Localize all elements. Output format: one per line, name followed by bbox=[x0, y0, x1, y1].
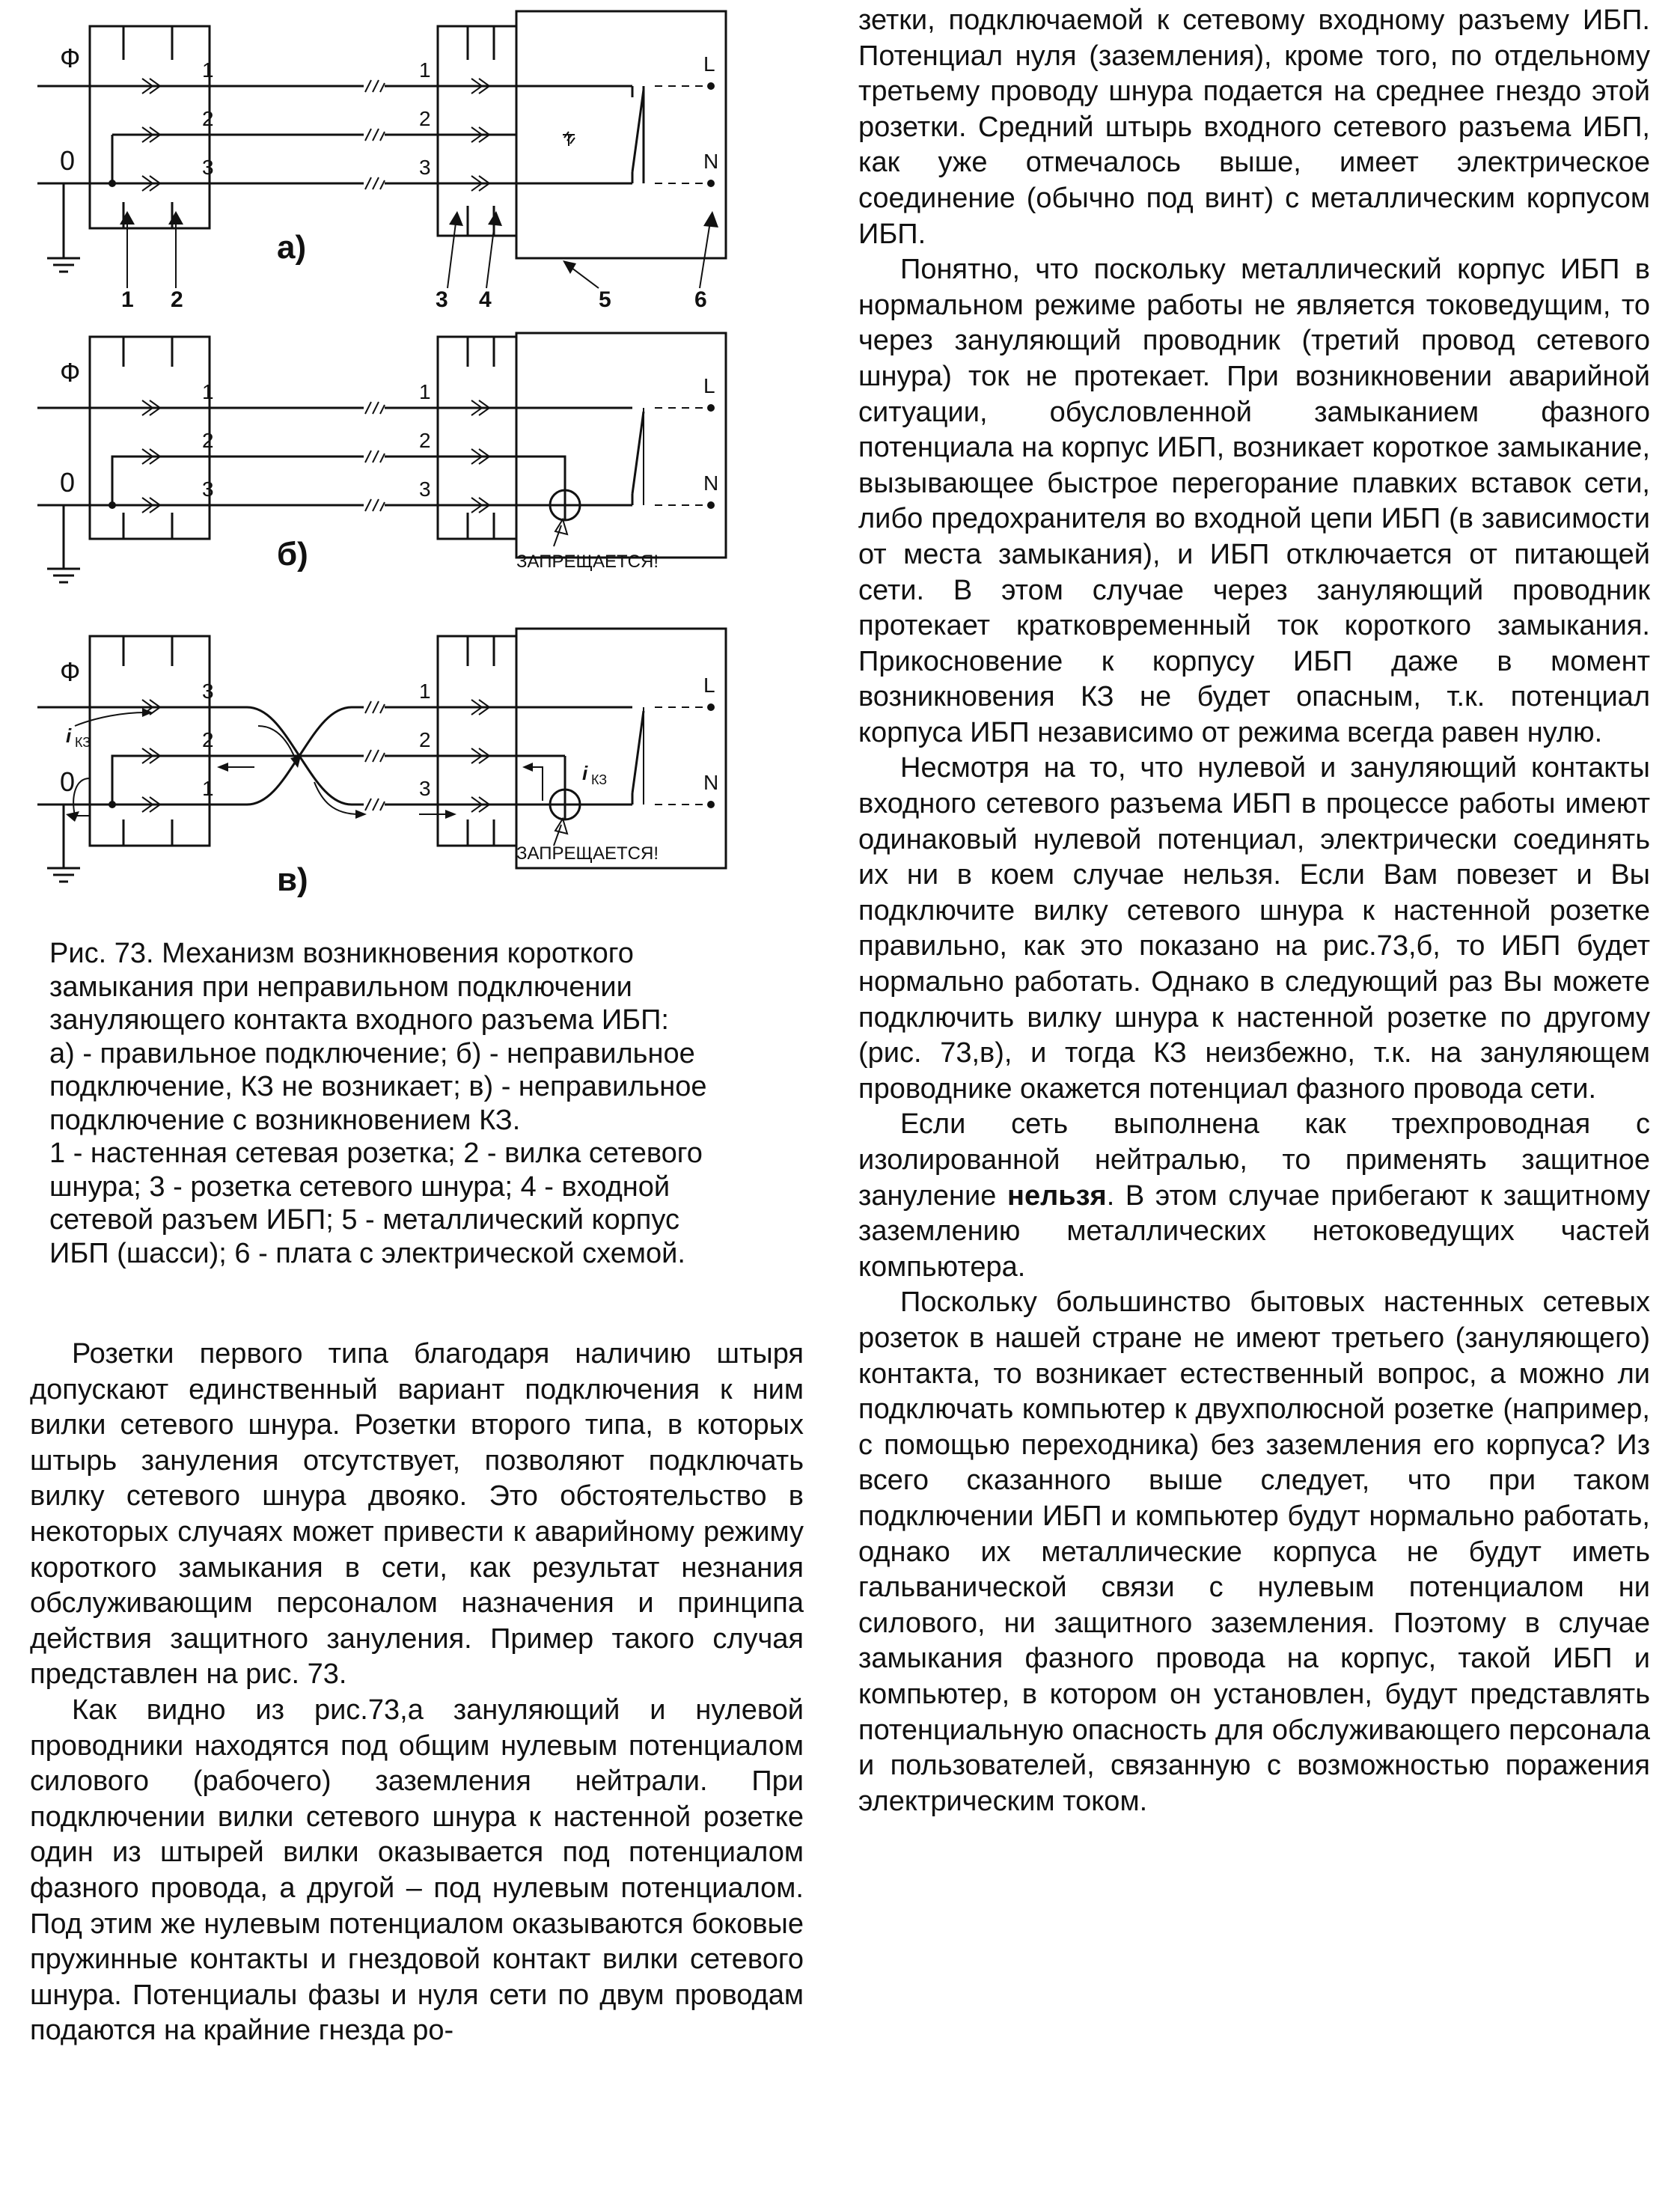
svg-text:2: 2 bbox=[419, 728, 431, 751]
panel-b bbox=[37, 333, 726, 582]
callout-5: 5 bbox=[599, 287, 611, 312]
paragraph: Как видно из рис.73,а зануляющий и нулевой проводники находятся под общим нулевым потенциалом силового (рабочего) заземления нейтрали. При подключении вилки сетевого шнура к настенной розетке один из штырей вилки оказывается под потенциалом фазного провода, а другой – под нулевым потенциалом. Под этим же нулевым потенциалом оказываются боковые пружинные контакты и гнездовой контакт вилки сетевого шнура. Потенциалы фазы и нуля сети по двум проводам подаются на крайние гнезда ро- bbox=[30, 1694, 804, 2047]
svg-text:3: 3 bbox=[419, 156, 431, 179]
left-column bbox=[30, 1337, 804, 2049]
caption-line: замыкания при неправильном подключении bbox=[49, 971, 632, 1003]
svg-text:2: 2 bbox=[202, 429, 214, 452]
svg-text:3: 3 bbox=[202, 477, 214, 501]
caption-line: ИБП (шасси); 6 - плата с электрической схемой. bbox=[49, 1237, 685, 1269]
svg-text:3: 3 bbox=[419, 777, 431, 800]
figure-caption bbox=[49, 937, 805, 1270]
callout-4: 4 bbox=[479, 287, 492, 312]
callout-3: 3 bbox=[436, 287, 448, 312]
svg-text:1: 1 bbox=[202, 777, 214, 800]
caption-line: сетевой разъем ИБП; 5 - металлический корпус bbox=[49, 1204, 679, 1236]
forbidden-label-b: ЗАПРЕЩАЕТСЯ! bbox=[516, 552, 659, 572]
paragraph: Розетки первого типа благодаря наличию штыря допускают единственный вариант подключения к ним вилки сетевого шнура. Розетки второго типа, в которых штырь зануления отсутствует, позволяют подключать вилку сетевого шнура двояко. Это обстоятельство в некоторых случаях может привести к аварийному режиму короткого замыкания в сети, как результат незнания обслуживающим персоналом назначения и принципа действия защитного зануления. Пример такого случая представлен на рис. 73. bbox=[30, 1338, 804, 1691]
svg-text:3: 3 bbox=[202, 680, 214, 703]
ikz-sub-left: КЗ bbox=[75, 735, 91, 750]
caption-line: подключение, КЗ не возникает; в) - неправильное bbox=[49, 1071, 707, 1102]
caption-line: 1 - настенная сетевая розетка; 2 - вилка сетевого bbox=[49, 1138, 703, 1169]
panel-v bbox=[37, 629, 726, 898]
bold-word: нельзя bbox=[1007, 1179, 1107, 1212]
figure-73-diagram bbox=[0, 0, 831, 913]
svg-text:2: 2 bbox=[419, 107, 431, 130]
svg-text:3: 3 bbox=[419, 477, 431, 501]
caption-line: Рис. 73. Механизм возникновения короткого bbox=[49, 938, 634, 969]
svg-text:2: 2 bbox=[202, 728, 214, 751]
paragraph-continued: зетки, подключаемой к сетевому входному разъему ИБП. Потенциал нуля (заземления), кроме того, по отдельному третьему проводу шнура подается на среднее гнездо этой розетки. Средний штырь входного сетевого разъема ИБП, как уже отмечалось выше, имеет электрическое соединение (обычно под винт) с металлическим корпусом ИБП. bbox=[858, 4, 1650, 250]
right-column bbox=[858, 3, 1650, 1819]
paragraph: Несмотря на то, что нулевой и зануляющий контакты входного сетевого разъема ИБП в процессе работы имеют одинаковый нулевой потенциал, электрически соединять их ни в коем случае нельзя. Если Вам повезет и Вы подключите вилку сетевого шнура к настенной розетке правильно, как это показано на рис.73,б, то ИБП будет нормально работать. Однако в следующий раз Вы можете подключить вилку шнура к настенной розетке по другому (рис. 73,в), и тогда КЗ неизбежно, т.к. на зануляющем проводнике окажется потенциал фазного провода сети. bbox=[858, 752, 1650, 1105]
paragraph: Понятно, что поскольку металлический корпус ИБП в нормальном режиме работы не является токоведущим, то через зануляющий проводник (третий провод сетевого шнура) ток не протекает. При возникновении аварийной ситуации, обусловленной замыканием фазного потенциала на корпус ИБП, возникает короткое замыкание, вызывающее быстрое перегорание плавких вставок сети, либо предохранителя во входной цепи ИБП (в зависимости от места замыкания), и ИБП отключается от питающей сети. В этом случае через зануляющий проводник протекает кратковременный ток короткого замыкания. Прикосновение к корпусу ИБП даже в момент возникновения КЗ не будет опасным, т.к. потенциал корпуса ИБП независимо от режима всегда равен нулю. bbox=[858, 254, 1650, 748]
caption-line: шнура; 3 - розетка сетевого шнура; 4 - входной bbox=[49, 1170, 671, 1203]
caption-line: подключение с возникновением КЗ. bbox=[49, 1104, 521, 1136]
panel-a-label: а) bbox=[277, 229, 307, 266]
svg-text:1: 1 bbox=[419, 380, 431, 403]
ikz-sub-right: КЗ bbox=[591, 772, 608, 787]
callout-2: 2 bbox=[171, 287, 183, 312]
svg-text:1: 1 bbox=[419, 680, 431, 703]
L-label: L bbox=[703, 52, 715, 76]
svg-text:2: 2 bbox=[419, 429, 431, 452]
svg-text:1: 1 bbox=[419, 58, 431, 82]
L-label-v: L bbox=[703, 674, 715, 697]
callout-6: 6 bbox=[694, 287, 707, 312]
ikz-label-right: i bbox=[582, 762, 588, 784]
zero-label: 0 bbox=[60, 145, 76, 176]
panel-v-label: в) bbox=[277, 861, 308, 898]
phase-label-v: Ф bbox=[60, 656, 81, 687]
forbidden-label-v: ЗАПРЕЩАЕТСЯ! bbox=[516, 843, 659, 864]
caption-line: а) - правильное подключение; б) - неправильное bbox=[49, 1037, 695, 1069]
ikz-label-left: i bbox=[66, 724, 72, 747]
svg-text:1: 1 bbox=[202, 380, 214, 403]
ups-chassis bbox=[516, 11, 726, 258]
phase-label-b: Ф bbox=[60, 357, 81, 388]
svg-text:1: 1 bbox=[202, 58, 214, 82]
text-run: . В этом случае прибегают к защитному заземлению металлических нетоковедущих частей компьютера. bbox=[858, 1179, 1650, 1283]
panel-a bbox=[37, 11, 726, 312]
panel-b-label: б) bbox=[277, 536, 308, 573]
L-label-b: L bbox=[703, 374, 715, 397]
N-label-v: N bbox=[703, 771, 719, 794]
N-label-b: N bbox=[703, 471, 719, 495]
paragraph-with-bold bbox=[858, 1107, 1650, 1285]
phase-label: Ф bbox=[60, 43, 81, 73]
svg-text:3: 3 bbox=[202, 156, 214, 179]
N-label: N bbox=[703, 150, 719, 173]
paragraph: Поскольку большинство бытовых настенных сетевых розеток в нашей стране не имеют третьего (зануляющего) контакта, то возникает естественный вопрос, а можно ли подключать компьютер к двухполюсной розетке (например, с помощью переходника) без заземления его корпуса? Из всего сказанного выше следует, что при таком подключении ИБП и компьютер будут нормально работать, однако их металлические корпуса не будут иметь гальванической связи с нулевым потенциалом ни силового, ни защитного заземления. Поэтому в случае замыкания фазного провода на корпус, такой ИБП и компьютер, в котором он установлен, будут представлять потенциальную опасность для обслуживающего персонала и пользователей, связанную с возможностью поражения электрическим током. bbox=[858, 1286, 1650, 1817]
zero-label-b: 0 bbox=[60, 467, 76, 498]
zero-label-v: 0 bbox=[60, 766, 76, 797]
callout-1: 1 bbox=[121, 287, 134, 312]
svg-text:2: 2 bbox=[202, 107, 214, 130]
text-run: Если сеть выполнена как трехпроводная с изолированной нейтралью, то применять защитное зануление bbox=[858, 1108, 1650, 1212]
caption-line: зануляющего контакта входного разъема ИБП: bbox=[49, 1004, 669, 1036]
